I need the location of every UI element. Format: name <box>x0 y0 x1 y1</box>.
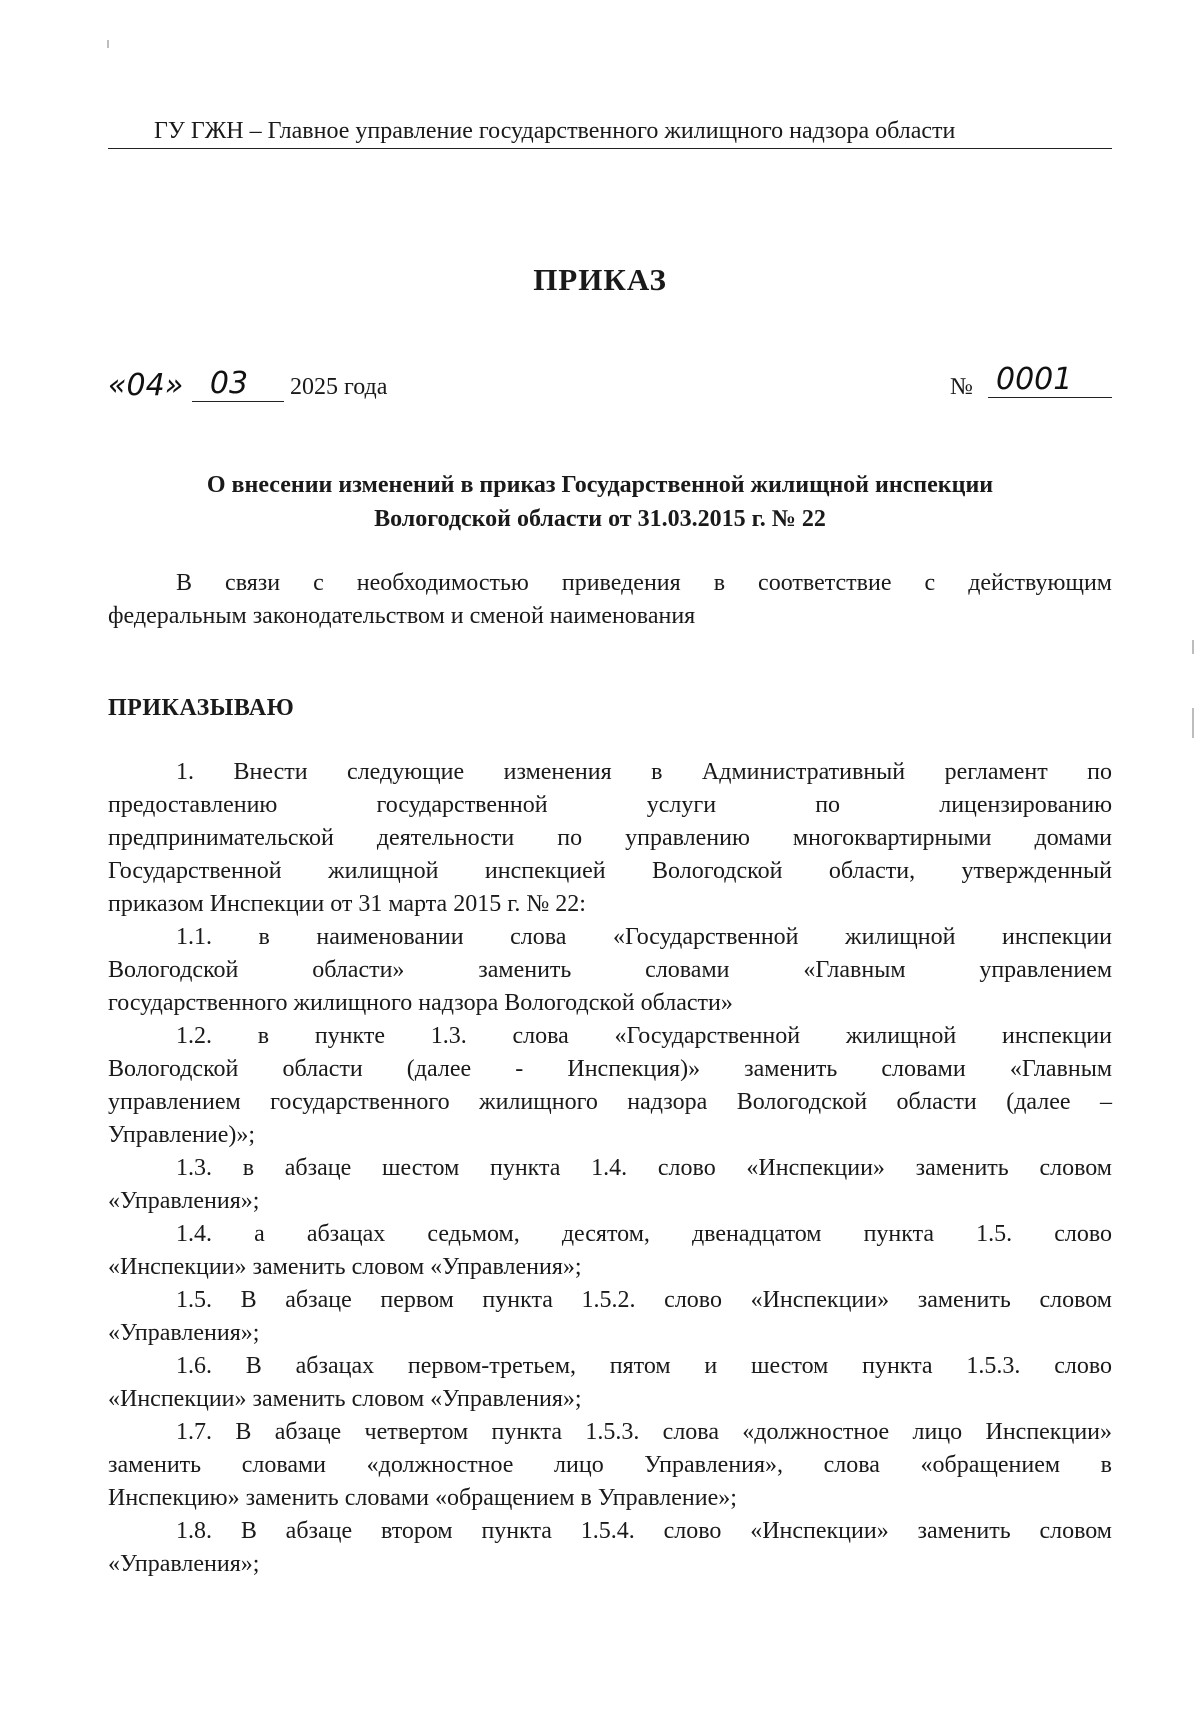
order-item-line: «Инспекции» заменить словом «Управления»; <box>108 1254 582 1280</box>
date-day: «04» <box>108 368 184 403</box>
scan-mark <box>107 40 109 48</box>
order-item-line: 1.2. в пункте 1.3. слова «Государственной жилищной инспекции <box>176 1023 1112 1049</box>
order-item-line: «Инспекции» заменить словом «Управления»; <box>108 1386 582 1412</box>
order-item-line: «Управления»; <box>108 1551 260 1577</box>
order-item-line: 1.3. в абзаце шестом пункта 1.4. слово «Инспекции» заменить словом <box>176 1155 1112 1181</box>
order-item <box>108 1152 1112 1218</box>
order-item-line: государственного жилищного надзора Вологодской области» <box>108 990 733 1016</box>
order-item-line: «Управления»; <box>108 1320 260 1346</box>
scan-mark <box>1192 640 1194 654</box>
date-month: 03 <box>192 366 284 402</box>
order-items <box>108 756 1112 1581</box>
order-item-line: Вологодской области» заменить словами «Главным управлением <box>108 957 1112 983</box>
order-item <box>108 921 1112 1020</box>
order-item-line: 1.4. а абзацах седьмом, десятом, двенадцатом пункта 1.5. слово <box>176 1221 1112 1247</box>
order-item <box>108 1284 1112 1350</box>
order-item-line: предпринимательской деятельности по управлению многоквартирными домами <box>108 825 1112 851</box>
date-year: 2025 года <box>290 374 388 400</box>
document-title: ПРИКАЗ <box>533 262 667 297</box>
order-item <box>108 756 1112 921</box>
subject-line: Вологодской области от 31.03.2015 г. № 22 <box>374 506 826 532</box>
order-item-line: Инспекцию» заменить словами «обращением в Управление»; <box>108 1485 737 1511</box>
order-item-line: 1.1. в наименовании слова «Государственной жилищной инспекции <box>176 924 1112 950</box>
order-item-line: Государственной жилищной инспекцией Вологодской области, утвержденный <box>108 858 1112 884</box>
order-item-line: Вологодской области (далее - Инспекция)» заменить словами «Главным <box>108 1056 1112 1082</box>
date-number-row <box>108 362 1112 414</box>
scan-mark <box>1192 708 1194 738</box>
order-item-line: предоставлению государственной услуги по лицензированию <box>108 792 1112 818</box>
order-item-line: 1.8. В абзаце втором пункта 1.5.4. слово «Инспекции» заменить словом <box>176 1518 1112 1544</box>
order-item-line: управлением государственного жилищного надзора Вологодской области (далее – <box>108 1089 1112 1115</box>
order-word: ПРИКАЗЫВАЮ <box>108 695 295 721</box>
preamble <box>108 567 1112 633</box>
preamble-line: В связи с необходимостью приведения в соответствие с действующим <box>176 570 1112 596</box>
order-item-line: Управление)»; <box>108 1122 256 1148</box>
order-item <box>108 1350 1112 1416</box>
order-item-line: приказом Инспекции от 31 марта 2015 г. № 22: <box>108 891 586 917</box>
order-item <box>108 1416 1112 1515</box>
document-subject <box>0 468 1200 536</box>
organization-header: ГУ ГЖН – Главное управление государственного жилищного надзора области <box>108 116 1112 149</box>
order-item-line: заменить словами «должностное лицо Управления», слова «обращением в <box>108 1452 1112 1478</box>
order-item-line: «Управления»; <box>108 1188 260 1214</box>
document-number: 0001 <box>988 362 1112 398</box>
order-item <box>108 1020 1112 1152</box>
order-item <box>108 1218 1112 1284</box>
order-item-line: 1.6. В абзацах первом-третьем, пятом и шестом пункта 1.5.3. слово <box>176 1353 1112 1379</box>
order-item <box>108 1515 1112 1581</box>
subject-line: О внесении изменений в приказ Государственной жилищной инспекции <box>206 472 994 498</box>
order-item-line: 1.5. В абзаце первом пункта 1.5.2. слово «Инспекции» заменить словом <box>176 1287 1112 1313</box>
preamble-line: федеральным законодательством и сменой наименования <box>108 603 696 629</box>
order-item-line: 1. Внести следующие изменения в Административный регламент по <box>176 759 1112 785</box>
order-item-line: 1.7. В абзаце четвертом пункта 1.5.3. слова «должностное лицо Инспекции» <box>176 1419 1112 1445</box>
number-label: № <box>950 374 973 400</box>
